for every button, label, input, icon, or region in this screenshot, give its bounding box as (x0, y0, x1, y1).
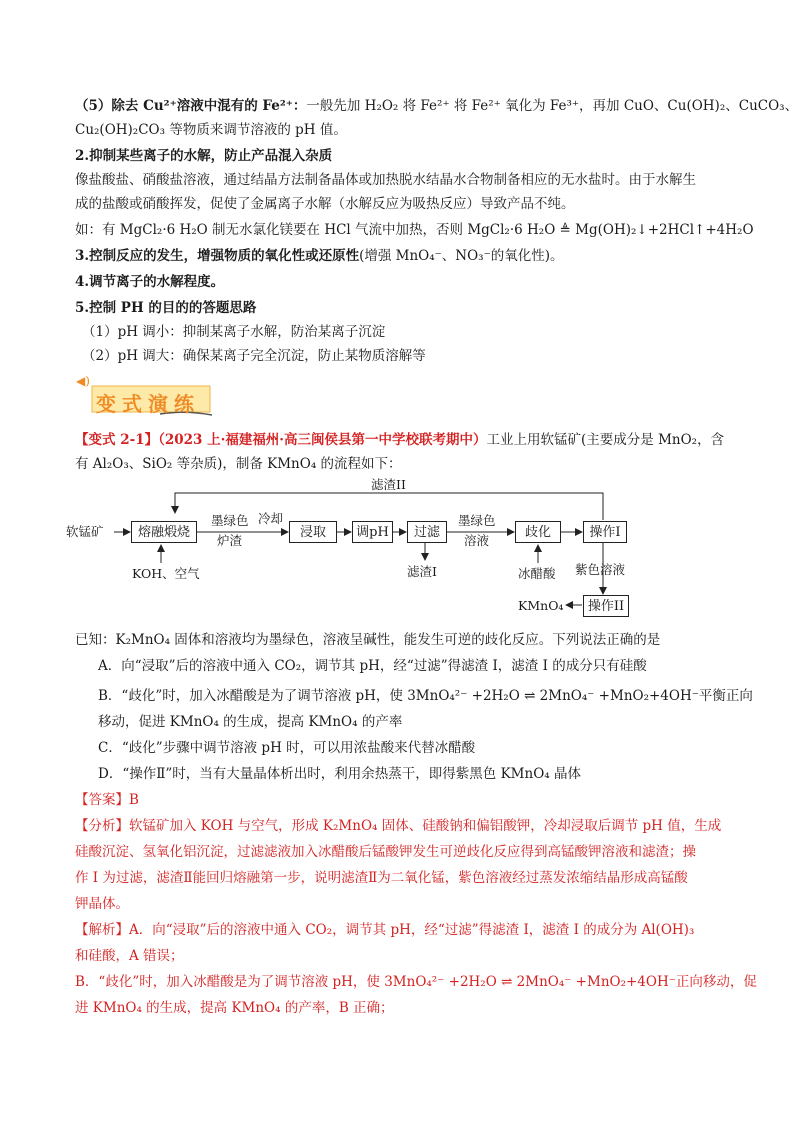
heading-3-tail: (增强 MnO₄⁻、NO₃⁻的氧化性)。 (359, 248, 564, 264)
option-c: C．“歧化”步骤中调节溶液 pH 时，可以用浓盐酸来代替冰醋酸 (98, 740, 476, 756)
heading-3 (75, 246, 563, 266)
flow-step-ph: 调pH (352, 521, 393, 543)
analysis-line-4: 钾晶体。 (75, 896, 129, 912)
flow-green-1: 墨绿色 (211, 513, 249, 528)
heading-5: 5.控制 PH 的目的的答题思路 (75, 300, 257, 316)
flow-step-operation-2: 操作II (583, 595, 629, 617)
flow-start: 软锰矿 (66, 524, 104, 539)
para-2-example: 如：有 MgCl₂·6 H₂O 制无水氯化镁要在 HCl 气流中加热，否则 MgCl₂·6 H₂O ≜ Mg(OH)₂↓+2HCl↑+4H₂O (75, 222, 754, 238)
flow-step-roasting: 熔融煅烧 (131, 521, 197, 543)
flow-arrows (66, 477, 666, 627)
para-5-text: 一般先加 H₂O₂ 将 Fe²⁺ 将 Fe²⁺ 氧化为 Fe³⁺，再加 CuO、Cu(OH)₂、CuCO₃、 (306, 98, 799, 114)
flow-step-operation-1: 操作I (583, 521, 627, 543)
para-5-heading: （5）除去 Cu²⁺溶液中混有的 Fe²⁺： (75, 98, 307, 114)
heading-3-text: 3.控制反应的发生，增强物质的氧化性或还原性 (75, 248, 360, 264)
para-2-line-1: 像盐酸盐、硝酸盐溶液，通过结晶方法制备晶体或加热脱水结晶水合物制备相应的无水盐时。由于水解生 (75, 172, 696, 188)
analysis-line-1: 【分析】软锰矿加入 KOH 与空气，形成 K₂MnO₄ 固体、硅酸钠和偏铝酸钾，冷却浸取后调节 pH 值，生成 (75, 818, 722, 834)
option-b-line-2: 移动，促进 KMnO₄ 的生成，提高 KMnO₄ 的产率 (98, 714, 403, 730)
heading-4: 4.调节离子的水解程度。 (75, 274, 225, 290)
known-condition: 已知：K₂MnO₄ 固体和溶液均为墨绿色，溶液呈碱性，能发生可逆的歧化反应。下列说法正确的是 (75, 632, 661, 648)
variant-label: 【变式 2-1】（2023 上·福建福州·高三闽侯县第一中学校联考期中） (75, 432, 487, 448)
point-2: （2）pH 调大：确保某离子完全沉淀，防止某物质溶解等 (82, 348, 426, 364)
flow-step-disproportionation: 歧化 (515, 521, 561, 543)
flow-slag: 炉渣 (217, 533, 243, 548)
heading-2: 2.抑制某些离子的水解，防止产品混入杂质 (75, 148, 333, 164)
flow-cool: 冷却 (258, 511, 284, 526)
variant-heading (75, 430, 724, 450)
analysis-line-3: 作 I 为过滤，滤渣Ⅱ能回归熔融第一步，说明滤渣Ⅱ为二氧化锰，紫色溶液经过蒸发浓缩结晶形成高锰酸 (75, 870, 688, 886)
explanation-line-4: 进 KMnO₄ 的生成，提高 KMnO₄ 的产率，B 正确； (75, 1000, 394, 1016)
point-1: （1）pH 调小：抑制某离子水解，防治某离子沉淀 (82, 324, 386, 340)
answer: 【答案】B (75, 792, 139, 808)
flow-solution: 溶液 (464, 533, 490, 548)
badge-text: 变式演练 (96, 392, 200, 416)
process-flow-diagram (66, 477, 666, 627)
speaker-icon: ◀︎) (76, 374, 90, 388)
flow-residue-1: 滤渣I (407, 564, 437, 579)
option-a: A．向“浸取”后的溶液中通入 CO₂，调节其 pH，经“过滤”得滤渣 I，滤渣 I 的成分只有硅酸 (98, 658, 647, 674)
flow-koh-air: KOH、空气 (132, 566, 200, 581)
explanation-line-3: B．“歧化”时，加入冰醋酸是为了调节溶液 pH，使 3MnO₄²⁻ +2H₂O ⇌ 2MnO₄⁻ +MnO₂+4OH⁻正向移动，促 (75, 974, 757, 990)
flow-kmno4: KMnO₄ (518, 598, 564, 613)
variant-intro: 工业上用软锰矿(主要成分是 MnO₂，含 (486, 432, 725, 448)
explanation-line-1: 【解析】A．向“浸取”后的溶液中通入 CO₂，调节其 pH，经“过滤”得滤渣 I，滤渣 I 的成分为 Al(OH)₃ (75, 922, 695, 938)
para-5 (75, 96, 798, 116)
analysis-line-2: 硅酸沉淀、氢氧化铝沉淀，过滤滤液加入冰醋酸后锰酸钾发生可逆歧化反应得到高锰酸钾溶液和滤渣；操 (75, 844, 696, 860)
flow-residue-2: 滤渣II (371, 477, 406, 492)
option-b-line-1: B．“歧化”时，加入冰醋酸是为了调节溶液 pH，使 3MnO₄²⁻ +2H₂O ⇌ 2MnO₄⁻ +MnO₂+4OH⁻平衡正向 (98, 688, 753, 704)
variant-practice-badge (90, 382, 220, 422)
para-2-line-2: 成的盐酸或硝酸挥发，促使了金属离子水解（水解反应为吸热反应）导致产品不纯。 (75, 196, 575, 212)
flow-purple-solution: 紫色溶液 (575, 562, 626, 577)
variant-intro-2: 有 Al₂O₃、SiO₂ 等杂质)，制备 KMnO₄ 的流程如下： (75, 456, 402, 472)
flow-acetic-acid: 冰醋酸 (518, 566, 556, 581)
flow-step-filter: 过滤 (407, 521, 447, 543)
flow-step-leach: 浸取 (289, 521, 337, 543)
para-5-cont: Cu₂(OH)₂CO₃ 等物质来调节溶液的 pH 值。 (75, 122, 347, 138)
explanation-line-2: 和硅酸，A 错误； (75, 948, 184, 964)
option-d: D．“操作Ⅱ”时，当有大量晶体析出时，利用余热蒸干，即得紫黑色 KMnO₄ 晶体 (98, 766, 581, 782)
flow-green-2: 墨绿色 (458, 513, 496, 528)
